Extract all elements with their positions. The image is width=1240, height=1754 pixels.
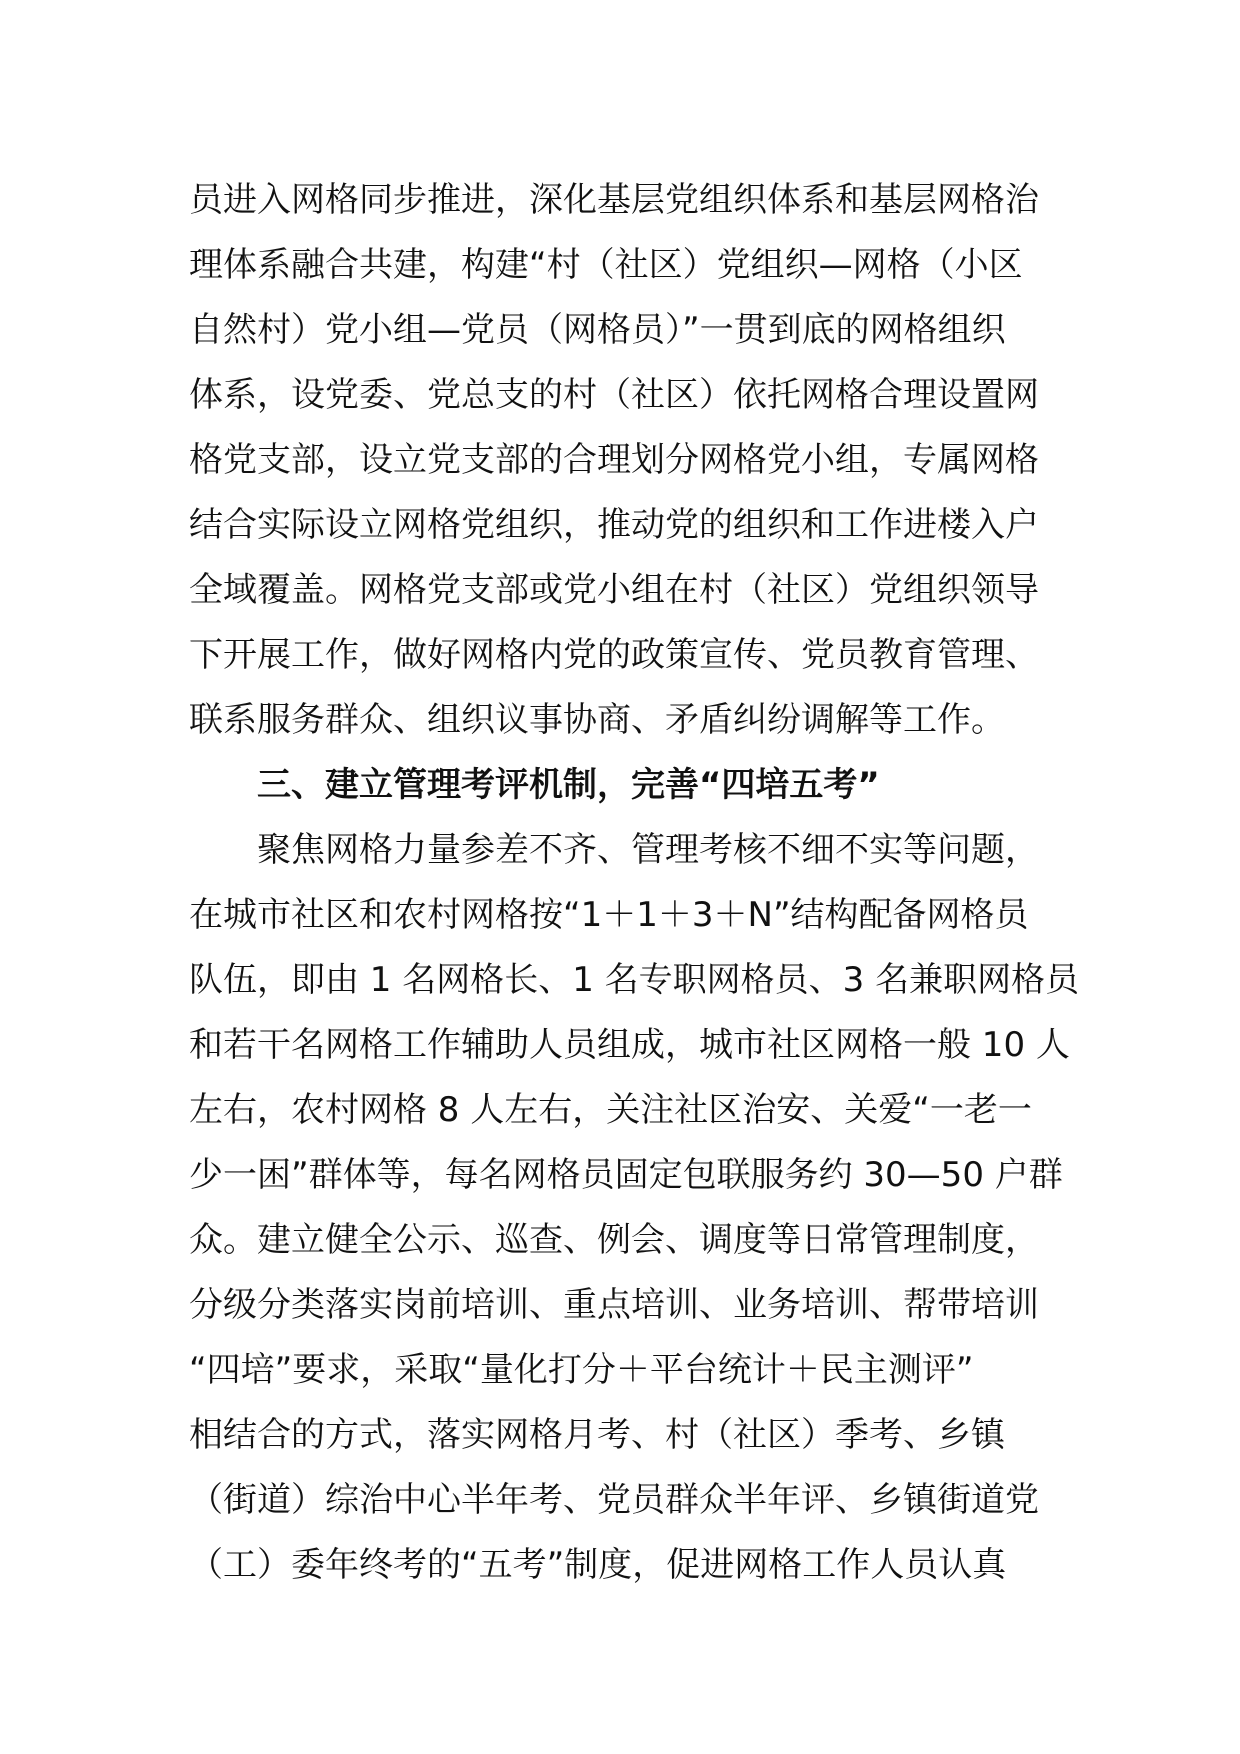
paragraph-line — [189, 428, 1051, 493]
section-heading — [189, 753, 1051, 818]
paragraph-line — [189, 688, 1051, 753]
line-text: 众。建立健全公示、巡查、例会、调度等日常管理制度， — [189, 1220, 1039, 1260]
line-text: “四培”要求，采取“量化打分＋平台统计＋民主测评” — [189, 1350, 974, 1390]
line-text: 结合实际设立网格党组织，推动党的组织和工作进楼入户 — [189, 505, 1039, 545]
paragraph-line — [189, 883, 1051, 948]
paragraph-line — [189, 1338, 1051, 1403]
paragraph-line — [189, 1533, 1051, 1598]
line-text: 格党支部，设立党支部的合理划分网格党小组，专属网格 — [189, 440, 1039, 480]
line-text: 下开展工作，做好网格内党的政策宣传、党员教育管理、 — [189, 635, 1039, 675]
line-text: 理体系融合共建，构建“村（社区）党组织—网格（小区 — [189, 245, 1023, 285]
line-text: 聚焦网格力量参差不齐、管理考核不细不实等问题， — [257, 830, 1039, 870]
paragraph-line — [189, 623, 1051, 688]
paragraph-line — [189, 558, 1051, 623]
line-text: （街道）综治中心半年考、党员群众半年评、乡镇街道党 — [189, 1480, 1039, 1520]
line-text: 体系，设党委、党总支的村（社区）依托网格合理设置网 — [189, 375, 1039, 415]
paragraph-line — [189, 363, 1051, 428]
paragraph-line — [189, 1013, 1070, 1078]
paragraph-line — [189, 168, 1051, 233]
paragraph-line — [189, 1468, 1051, 1533]
paragraph-line — [189, 1208, 1051, 1273]
line-text: 和若干名网格工作辅助人员组成，城市社区网格一般 10 人 — [189, 1025, 1070, 1065]
line-text: 左右，农村网格 8 人左右，关注社区治安、关爱“一老一 — [189, 1090, 1032, 1130]
line-text: 队伍，即由 1 名网格长、1 名专职网格员、3 名兼职网格员 — [189, 960, 1080, 1000]
line-text: 相结合的方式，落实网格月考、村（社区）季考、乡镇 — [189, 1415, 1005, 1455]
line-text: 自然村）党小组—党员（网格员）”一贯到底的网格组织 — [189, 310, 1006, 350]
paragraph-line — [189, 1403, 1051, 1468]
line-text: 员进入网格同步推进，深化基层党组织体系和基层网格治 — [189, 180, 1039, 220]
paragraph-line — [189, 1143, 1063, 1208]
line-text: （工）委年终考的“五考”制度，促进网格工作人员认真 — [189, 1545, 1007, 1585]
paragraph-line — [189, 493, 1051, 558]
heading-text: 三、建立管理考评机制，完善“四培五考” — [257, 765, 880, 805]
paragraph-line — [189, 1273, 1051, 1338]
line-text: 在城市社区和农村网格按“1＋1＋3＋N”结构配备网格员 — [189, 895, 1029, 935]
line-text: 全域覆盖。网格党支部或党小组在村（社区）党组织领导 — [189, 570, 1039, 610]
paragraph-line — [189, 298, 1051, 363]
paragraph-line — [189, 818, 1051, 883]
line-text: 分级分类落实岗前培训、重点培训、业务培训、帮带培训 — [189, 1285, 1039, 1325]
line-text: 少一困”群体等，每名网格员固定包联服务约 30—50 户群 — [189, 1155, 1063, 1195]
paragraph-line — [189, 233, 1051, 298]
line-text: 联系服务群众、组织议事协商、矛盾纠纷调解等工作。 — [189, 700, 1005, 740]
paragraph-line — [189, 1078, 1051, 1143]
paragraph-line — [189, 948, 1080, 1013]
document-body — [189, 168, 1080, 1598]
